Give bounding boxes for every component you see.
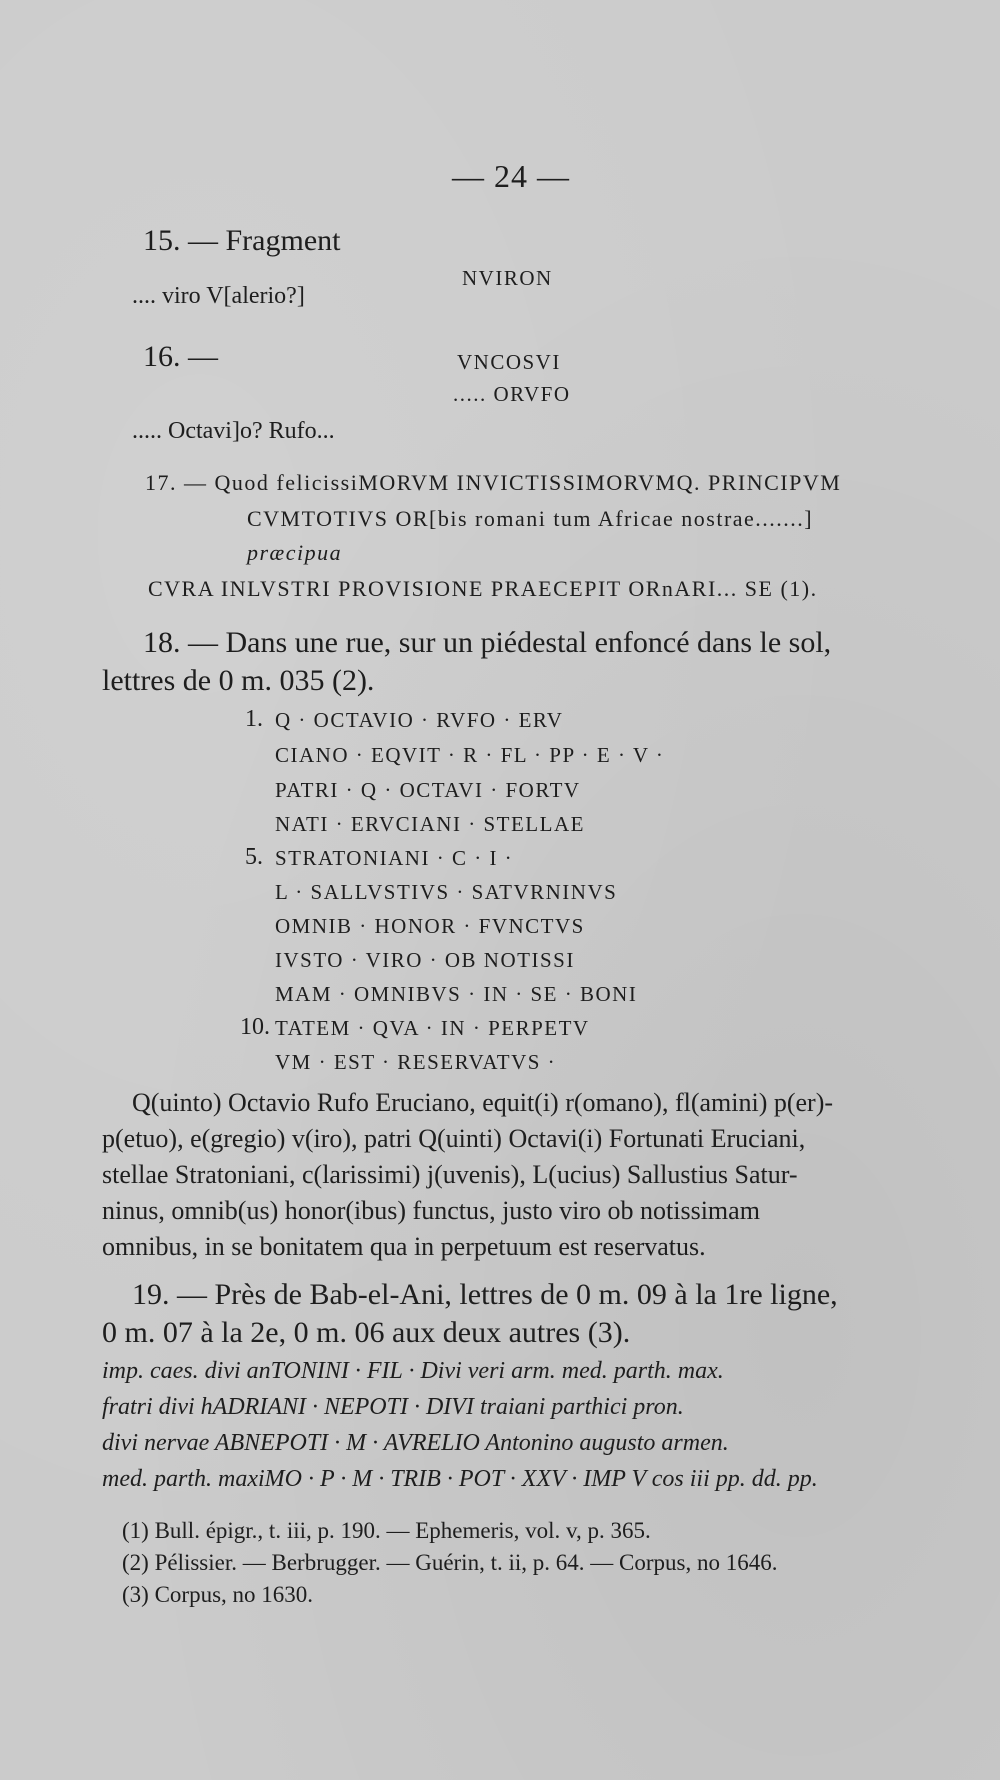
inscription-line: NATI · ERVCIANI · STELLAE [275, 812, 585, 836]
section-16-inscription-line-2: ..... ORVFO [453, 382, 571, 406]
page-number: — 24 — [452, 158, 570, 194]
section-19-intro-line-2: 0 m. 07 à la 2e, 0 m. 06 aux deux autres (3). [102, 1316, 631, 1349]
section-18-intro-line-2: lettres de 0 m. 035 (2). [102, 664, 375, 697]
inscription-line: STRATONIANI · C · I · [275, 846, 514, 870]
inscription-line: MAM · OMNIBVS · IN · SE · BONI [275, 982, 638, 1006]
translation-line: ninus, omnib(us) honor(ibus) functus, justo viro ob notissimam [102, 1196, 760, 1225]
section-16-restoration: ..... Octavi]o? Rufo... [132, 418, 335, 444]
inscription-line: CIANO · EQVIT · R · FL · PP · E · V · [275, 743, 665, 767]
translation-line: omnibus, in se bonitatem qua in perpetuum est reservatus. [102, 1232, 706, 1261]
section-15-heading: 15. — Fragment [143, 224, 341, 257]
inscription-line: Q · OCTAVIO · RVFO · ERV [275, 708, 564, 732]
line-number: 1. [245, 706, 263, 732]
inscription-line: L · SALLVSTIVS · SATVRNINVS [275, 880, 618, 904]
translation-line: stellae Stratoniani, c(larissimi) j(uvenis), L(ucius) Sallustius Satur- [102, 1160, 798, 1189]
inscription-line: VM · EST · RESERVATVS · [275, 1050, 557, 1074]
section-18-intro-line-1: 18. — Dans une rue, sur un piédestal enfoncé dans le sol, [143, 626, 832, 659]
line-number: 5. [245, 844, 263, 870]
inscription-line: fratri divi hADRIANI · NEPOTI · DIVI traiani parthici pron. [102, 1394, 684, 1420]
inscription-line: imp. caes. divi anTONINI · FIL · Divi veri arm. med. parth. max. [102, 1358, 724, 1384]
inscription-line: divi nervae ABNEPOTI · M · AVRELIO Antonino augusto armen. [102, 1430, 729, 1456]
inscription-line: PATRI · Q · OCTAVI · FORTV [275, 778, 581, 802]
section-17-line-2: CVMTOTIVS OR[bis romani tum Africae nostrae.......] [247, 506, 814, 531]
inscription-line: med. parth. maxiMO · P · M · TRIB · POT · XXV · IMP V cos iii pp. dd. pp. [102, 1466, 818, 1492]
section-16-heading: 16. — [143, 340, 218, 373]
footnote: (2) Pélissier. — Berbrugger. — Guérin, t. ii, p. 64. — Corpus, no 1646. [122, 1550, 778, 1575]
section-19-intro-line-1: 19. — Près de Bab-el-Ani, lettres de 0 m. 09 à la 1re ligne, [132, 1278, 838, 1311]
footnote: (3) Corpus, no 1630. [122, 1582, 314, 1607]
translation-line: p(etuo), e(gregio) v(iro), patri Q(uinti) Octavi(i) Fortunati Eruciani, [102, 1124, 806, 1153]
section-17-line-4: CVRA INLVSTRI PROVISIONE PRAECEPIT ORnARI... SE (1). [148, 576, 818, 601]
section-15-restoration: .... viro V[alerio?] [132, 283, 305, 309]
line-number: 10. [240, 1014, 270, 1040]
inscription-line: TATEM · QVA · IN · PERPETV [275, 1016, 590, 1040]
translation-line: Q(uinto) Octavio Rufo Eruciano, equit(i) r(omano), fl(amini) p(er)- [132, 1088, 834, 1117]
inscription-line: OMNIB · HONOR · FVNCTVS [275, 914, 585, 938]
section-16-inscription-line-1: VNCOSVI [457, 350, 561, 374]
inscription-line: IVSTO · VIRO · OB NOTISSI [275, 948, 575, 972]
footnote: (1) Bull. épigr., t. iii, p. 190. — Ephemeris, vol. v, p. 365. [122, 1518, 651, 1543]
section-17-line-1: 17. — Quod felicissiMORVM INVICTISSIMORVMQ. PRINCIPVM [145, 470, 842, 495]
section-17-line-3: præcipua [247, 540, 343, 565]
section-15-inscription: NVIRON [462, 266, 553, 290]
